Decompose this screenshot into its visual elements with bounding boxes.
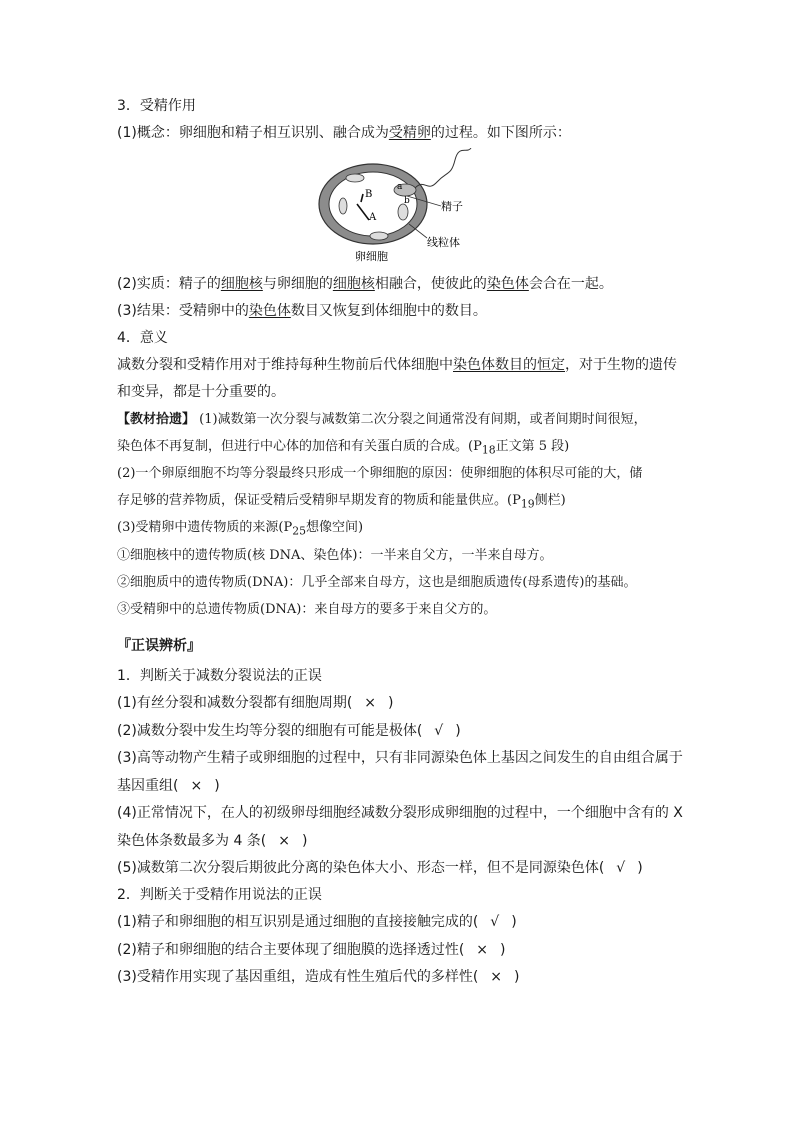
true-false-title: 『正误辨析』: [117, 638, 201, 654]
section-heading-fertilization: 3．受精作用: [117, 98, 196, 114]
textbook-line-8: ③受精卵中的总遗传物质(DNA)：来自母方的要多于来自父方的。: [117, 602, 497, 617]
text-segment: ，对于生物的遗传: [565, 357, 677, 373]
text-segment: (3)结果：受精卵中的: [117, 303, 249, 319]
mitochondrion-icon: [398, 204, 408, 220]
text-segment: 会合在一起。: [528, 276, 613, 292]
mitochondrion-icon: [339, 198, 347, 214]
textbook-line-6: ①细胞核中的遗传物质(核 DNA、染色体)：一半来自父方，一半来自母方。: [117, 548, 553, 563]
mitochondrion-icon: [346, 174, 364, 182]
concept-suffix: 的过程。如下图所示：: [430, 125, 571, 141]
textbook-line-2: [117, 437, 569, 461]
item-text: (2)精子和卵细胞的结合主要体现了细胞膜的选择透过性(: [117, 942, 465, 958]
fertilization-svg: [305, 148, 515, 264]
q1-item-4-cont: [117, 831, 307, 851]
textbook-line-4: [117, 491, 566, 515]
label-a: a: [397, 182, 403, 192]
item-close: ): [500, 942, 506, 958]
textbook-tag: 【教材拾遗】: [117, 412, 196, 427]
term-zygote: 受精卵: [388, 125, 431, 141]
item-text: (3)受精作用实现了基因重组，造成有性生殖后代的多样性(: [117, 969, 479, 985]
term-nucleus-sperm: 细胞核: [220, 276, 263, 292]
item-close: ): [388, 695, 394, 711]
answer-mark: ×: [364, 695, 377, 711]
text-segment: 正文第 5 段): [495, 439, 570, 454]
sperm-tail-icon: [415, 148, 471, 188]
concept-line: [117, 123, 571, 143]
textbook-line-5: [117, 518, 363, 542]
label-B: B: [365, 189, 373, 200]
answer-mark: √: [490, 914, 500, 930]
text-segment: 侧栏): [534, 493, 566, 508]
label-b: b: [404, 196, 410, 206]
answer-mark: ×: [490, 969, 503, 985]
text-segment: 相融合，使彼此的: [374, 276, 487, 292]
label-egg-cell: 卵细胞: [355, 250, 388, 263]
item-close: ): [302, 833, 308, 849]
page-subscript: 19: [520, 497, 535, 511]
q1-item-2: [117, 721, 461, 741]
answer-mark: √: [616, 860, 626, 876]
text-segment: 想像空间): [306, 520, 364, 535]
item-close: ): [455, 723, 461, 739]
answer-mark: ×: [476, 942, 489, 958]
textbook-line-3: (2)一个卵原细胞不均等分裂最终只形成一个卵细胞的原因：使卵细胞的体积尽可能的大，储: [117, 466, 643, 481]
q1-item-4: (4)正常情况下，在人的初级卵母细胞经减数分裂形成卵细胞的过程中，一个细胞中含有的 X: [117, 805, 683, 821]
item-close: ): [514, 969, 520, 985]
label-A: A: [369, 212, 377, 223]
label-sperm: 精子: [441, 200, 463, 213]
text-segment: (3)受精卵中遗传物质的来源(P: [117, 520, 293, 535]
item-text: 染色体条数最多为 4 条(: [117, 833, 267, 849]
q1-item-3: (3)高等动物产生精子或卵细胞的过程中，只有非同源染色体上基因之间发生的自由组合属于: [117, 750, 683, 766]
answer-mark: √: [434, 723, 444, 739]
answer-mark: ×: [190, 778, 203, 794]
item-close: ): [214, 778, 220, 794]
q1-item-5: [117, 858, 643, 878]
term-chromosome: 染色体: [486, 276, 529, 292]
term-nucleus-egg: 细胞核: [332, 276, 375, 292]
q1-item-3-cont: [117, 776, 220, 796]
q2-item-2: [117, 940, 506, 960]
item-text: (1)精子和卵细胞的相互识别是通过细胞的直接接触完成的(: [117, 914, 479, 930]
text-segment: 数目又恢复到体细胞中的数目。: [290, 303, 487, 319]
significance-line-1: [117, 355, 677, 375]
q1-heading: 1．判断关于减数分裂说法的正误: [117, 668, 322, 684]
label-mitochondria: 线粒体: [427, 236, 460, 249]
page-subscript: 18: [481, 443, 496, 457]
mitochondrion-icon: [370, 232, 388, 240]
item-text: (1)有丝分裂和减数分裂都有细胞周期(: [117, 695, 353, 711]
q2-item-1: [117, 912, 517, 932]
textbook-line-1: [117, 410, 647, 430]
q1-item-1: [117, 693, 394, 713]
page-subscript: 25: [292, 524, 307, 538]
text-segment: (2)实质：精子的: [117, 276, 221, 292]
section-heading-significance: 4．意义: [117, 330, 168, 346]
q2-heading: 2．判断关于受精作用说法的正误: [117, 887, 322, 903]
significance-line-2: 和变异，都是十分重要的。: [117, 384, 285, 400]
item-close: ): [511, 914, 517, 930]
textbook-line-7: ②细胞质中的遗传物质(DNA)：几乎全部来自母方，这也是细胞质遗传(母系遗传)的基础。: [117, 575, 637, 590]
essence-line: [117, 274, 613, 294]
q2-item-3: [117, 967, 520, 987]
term-chromosome: 染色体: [248, 303, 291, 319]
item-close: ): [637, 860, 643, 876]
concept-prefix: (1)概念：卵细胞和精子相互识别、融合成为: [117, 125, 389, 141]
item-text: 基因重组(: [117, 778, 179, 794]
answer-mark: ×: [278, 833, 291, 849]
result-line: [117, 301, 487, 321]
fertilization-diagram: [305, 148, 515, 264]
item-text: (2)减数分裂中发生均等分裂的细胞有可能是极体(: [117, 723, 423, 739]
item-text: (5)减数第二次分裂后期彼此分离的染色体大小、形态一样，但不是同源染色体(: [117, 860, 605, 876]
text-segment: 减数分裂和受精作用对于维持每种生物前后代体细胞中: [117, 357, 453, 373]
text-segment: 染色体不再复制，但进行中心体的加倍和有关蛋白质的合成。(P: [117, 439, 482, 454]
text-segment: 与卵细胞的: [262, 276, 333, 292]
text-segment: (1)减数第一次分裂与减数第二次分裂之间通常没有间期，或者间期时间很短，: [195, 412, 647, 427]
text-segment: 存足够的营养物质，保证受精后受精卵早期发育的物质和能量供应。(P: [117, 493, 521, 508]
term-chromosome-constancy: 染色体数目的恒定: [453, 357, 565, 373]
